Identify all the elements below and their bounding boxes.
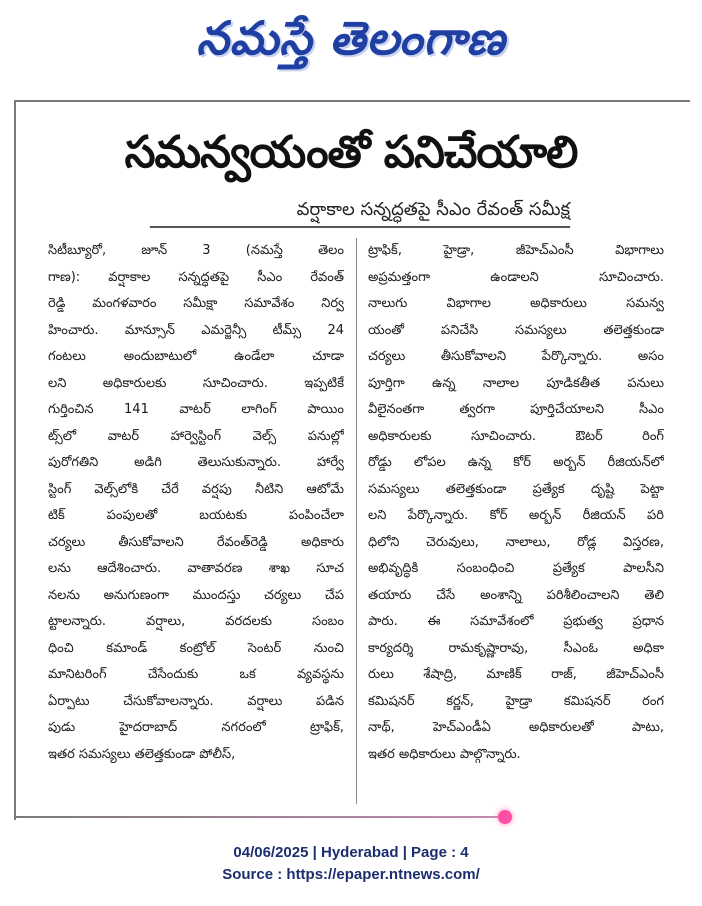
article-line: రోడ్డు లోపల ఉన్న కోర్ అర్బన్ రీజియన్‌లో — [368, 455, 664, 470]
article-column-right — [368, 238, 664, 808]
article-line: ట్రాఫిక్, హైడ్రా, జీహెచ్‌ఎంసీ విభాగాలు — [368, 243, 664, 258]
article-column-left — [48, 238, 344, 808]
article-line: చర్యలు తీసుకోవాలని పేర్కొన్నారు. అసం — [368, 349, 664, 364]
article-line: మానిటరింగ్ చేసేందుకు ఒక వ్యవస్థను — [48, 667, 344, 682]
article-line: కార్యదర్శి రామకృష్ణారావు, సీఎంఓ అధికా — [368, 640, 664, 656]
article-subheadline: వర్షాకాల సన్నద్ధతపై సీఎం రేవంత్ సమీక్ష — [150, 196, 570, 228]
article-line: టిక్ పంపులతో బయటకు పంపించేలా — [48, 508, 344, 523]
article-line: ట్స్‌లో వాటర్ హార్వెస్టింగ్ వెల్స్ పనుల్లో — [48, 428, 344, 444]
column-divider — [356, 238, 357, 804]
footer-source: Source : https://epaper.ntnews.com/ — [222, 866, 480, 883]
article-line: పురోగతిని అడిగి తెలుసుకున్నారు. హార్వే — [48, 455, 344, 470]
footer-date-location-page: 04/06/2025 | Hyderabad | Page : 4 — [233, 844, 469, 861]
article-line: కమిషనర్ కర్ణన్, హైడ్రా కమిషనర్ రంగ — [368, 693, 664, 709]
article-line: పుడు హైదరాబాద్ నగరంలో ట్రాఫిక్, — [48, 720, 344, 735]
frame-top-rule — [14, 100, 690, 102]
article-line: సిటీబ్యూరో, జూన్ 3 (నమస్తే తెలం — [48, 243, 344, 258]
article-line: అప్రమత్తంగా ఉండాలని సూచించారు. — [368, 269, 664, 285]
article-line: లని అధికారులకు సూచించారు. ఇప్పటికే — [48, 375, 344, 391]
article-line: లని పేర్కొన్నారు. కోర్ అర్బన్ రీజియన్ పరి — [368, 508, 664, 523]
article-line: గంటలు అందుబాటులో ఉండేలా చూడా — [48, 349, 344, 364]
masthead — [0, 0, 702, 82]
article-line: వీలైనంతగా త్వరగా పూర్తిచేయాలని సీఎం — [368, 402, 664, 417]
article-line: రెడ్డి మంగళవారం సమీక్షా సమావేశం నిర్వ — [48, 296, 344, 311]
article-line: యంతో పనిచేసి సమస్యలు తలెత్తకుండా — [368, 322, 664, 338]
article-line: ధిలోని చెరువులు, నాలాలు, రోడ్ల విస్తరణ, — [368, 534, 664, 550]
article-line: అధికారులకు సూచించారు. ఔటర్ రింగ్ — [368, 428, 664, 444]
article-line: లను ఆదేశించారు. వాతావరణ శాఖ సూచ — [48, 561, 344, 576]
article-line: గుర్తించిన 141 వాటర్ లాగింగ్ పాయిం — [48, 402, 344, 417]
article-line: నలను అనుగుణంగా ముందస్తు చర్యలు చేప — [48, 587, 344, 603]
masthead-logo: నమస్తే తెలంగాణ — [196, 11, 506, 65]
article-line: హించారు. మాన్సూన్ ఎమర్జెన్సీ టీమ్స్ 24 — [48, 322, 344, 338]
accent-dot-icon — [498, 810, 512, 824]
article-line: ఇతర సమస్యలు తలెత్తకుండా పోలీస్, — [48, 746, 236, 762]
article-line: ట్టాలన్నారు. వర్షాలు, వరదలకు సంబం — [48, 614, 344, 629]
article-line: ఏర్పాటు చేసుకోవాలన్నారు. వర్షాలు పడిన — [48, 693, 344, 709]
article-line: తయారు చేసే అంశాన్ని పరిశీలించాలని తెలి — [368, 587, 664, 603]
article-line: పారు. ఈ సమావేశంలో ప్రభుత్వ ప్రధాన — [368, 614, 664, 629]
article-line: చర్యలు తీసుకోవాలని రేవంత్‌రెడ్డి అధికారు — [48, 534, 344, 550]
article-line: పూర్తిగా ఉన్న నాలాల పూడికతీత పనులు — [368, 375, 664, 391]
article-line: ధించి కమాండ్ కంట్రోల్ సెంటర్ నుంచి — [48, 640, 344, 656]
article-line: రులు శేషాద్రి, మాణిక్ రాజ్, జీహెచ్‌ఎంసీ — [368, 667, 664, 682]
article-line: ఇతర అధికారులు పాల్గొన్నారు. — [368, 746, 521, 762]
article-body — [48, 238, 672, 808]
article-line: స్టింగ్ వెల్స్‌లోకి చేరే వర్షపు నీటిని ఆటోమే — [48, 481, 344, 497]
frame-left-rule — [14, 100, 16, 820]
frame-bottom-rule — [14, 816, 504, 818]
article-line: గాణ): వర్షాకాల సన్నద్ధతపై సీఎం రేవంత్ — [48, 269, 344, 285]
article-line: నాలుగు విభాగాల అధికారులు సమన్వ — [368, 296, 664, 311]
article-line: అభివృద్ధికి సంబంధించి ప్రత్యేక పాలసీని — [368, 561, 664, 576]
clipping-footer — [0, 842, 702, 886]
article-line: నాథ్, హెచ్‌ఎండీఏ అధికారులతో పాటు, — [368, 720, 664, 735]
article-headline: సమన్వయంతో పనిచేయాలి — [124, 127, 578, 178]
article-line: సమస్యలు తలెత్తకుండా ప్రత్యేక దృష్టి పెట్టా — [368, 481, 664, 497]
